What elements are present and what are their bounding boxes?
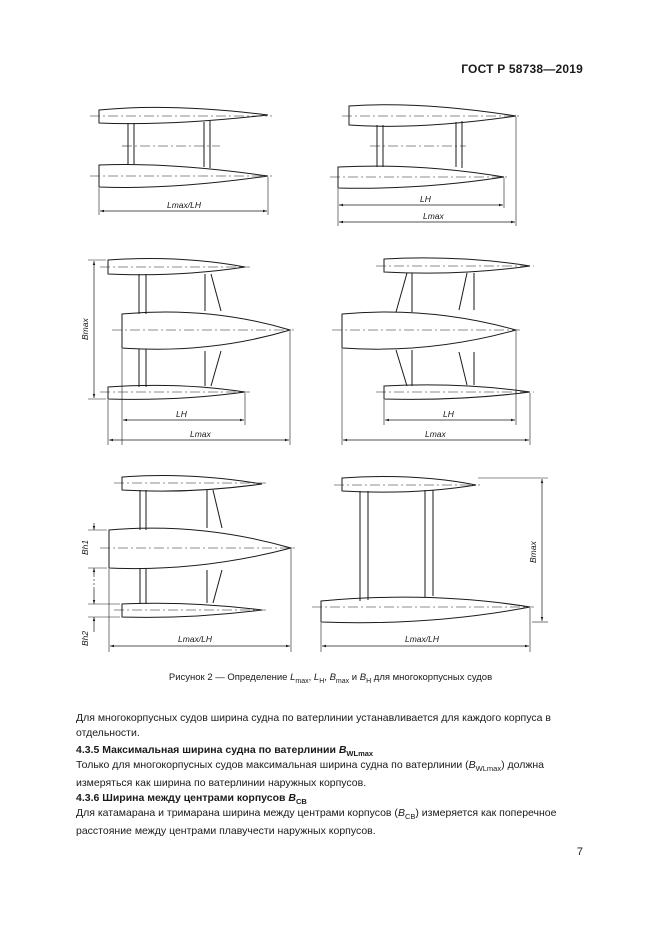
panel-trimaran-1 bbox=[88, 259, 294, 445]
panel-catamaran-2 bbox=[330, 105, 520, 226]
paragraph-hull-width: Для многокорпусных судов ширина судна по ватерлинии устанавливается для каждого корпуса в отдельности. bbox=[76, 712, 551, 739]
figure-caption: Рисунок 2 — Определение $L_{max}$, $L_H$, $B_{max}$ и $B_H$ для многокорпусных судов bbox=[168, 672, 493, 685]
paragraph-4-3-6: Для катамарана и тримарана ширина между центрами корпусов $(B_{CB})$ измеряется как поперечное расстояние между центрами плавучести наружных корпусов. bbox=[76, 807, 557, 838]
label-lmax-4: Lmax bbox=[425, 429, 446, 439]
label-bmax-6: Bmax bbox=[528, 541, 538, 563]
label-lmax-2: Lmax bbox=[423, 211, 444, 221]
label-lmax-lh-5: Lmax/LH bbox=[178, 634, 213, 644]
paragraph-4-3-5: Только для многокорпусных судов максимальная ширина судна по ватерлинии $(B_{WLmax})$ должна измеряться как ширина по ватерлинии наружных корпусов. bbox=[76, 759, 545, 790]
panel-catamaran-3 bbox=[312, 477, 548, 652]
section-4-3-6-heading: 4.3.6 Ширина между центрами корпусов $B_{CB}$ bbox=[76, 792, 307, 807]
section-4-3-5-heading: 4.3.5 Максимальная ширина судна по ватерлинии $B_{WLmax}$ bbox=[76, 744, 374, 759]
label-bh2: Bh2 bbox=[80, 630, 90, 646]
panel-catamaran-1 bbox=[90, 107, 272, 215]
standard-header: ГОСТ Р 58738—2019 bbox=[461, 62, 583, 76]
label-bh1: Bh1 bbox=[80, 539, 90, 555]
label-lh-3: LH bbox=[176, 409, 187, 419]
panel-trimaran-2 bbox=[332, 258, 534, 445]
label-lh-4: LH bbox=[443, 409, 454, 419]
page-number: 7 bbox=[576, 846, 583, 858]
label-bmax-3: Bmax bbox=[80, 318, 90, 340]
panel-trimaran-3 bbox=[88, 476, 295, 652]
label-lh-2: LH bbox=[420, 194, 431, 204]
label-lmax-lh-6: Lmax/LH bbox=[405, 634, 440, 644]
label-lmax-lh-1: Lmax/LH bbox=[167, 200, 202, 210]
label-lmax-3: Lmax bbox=[190, 429, 211, 439]
